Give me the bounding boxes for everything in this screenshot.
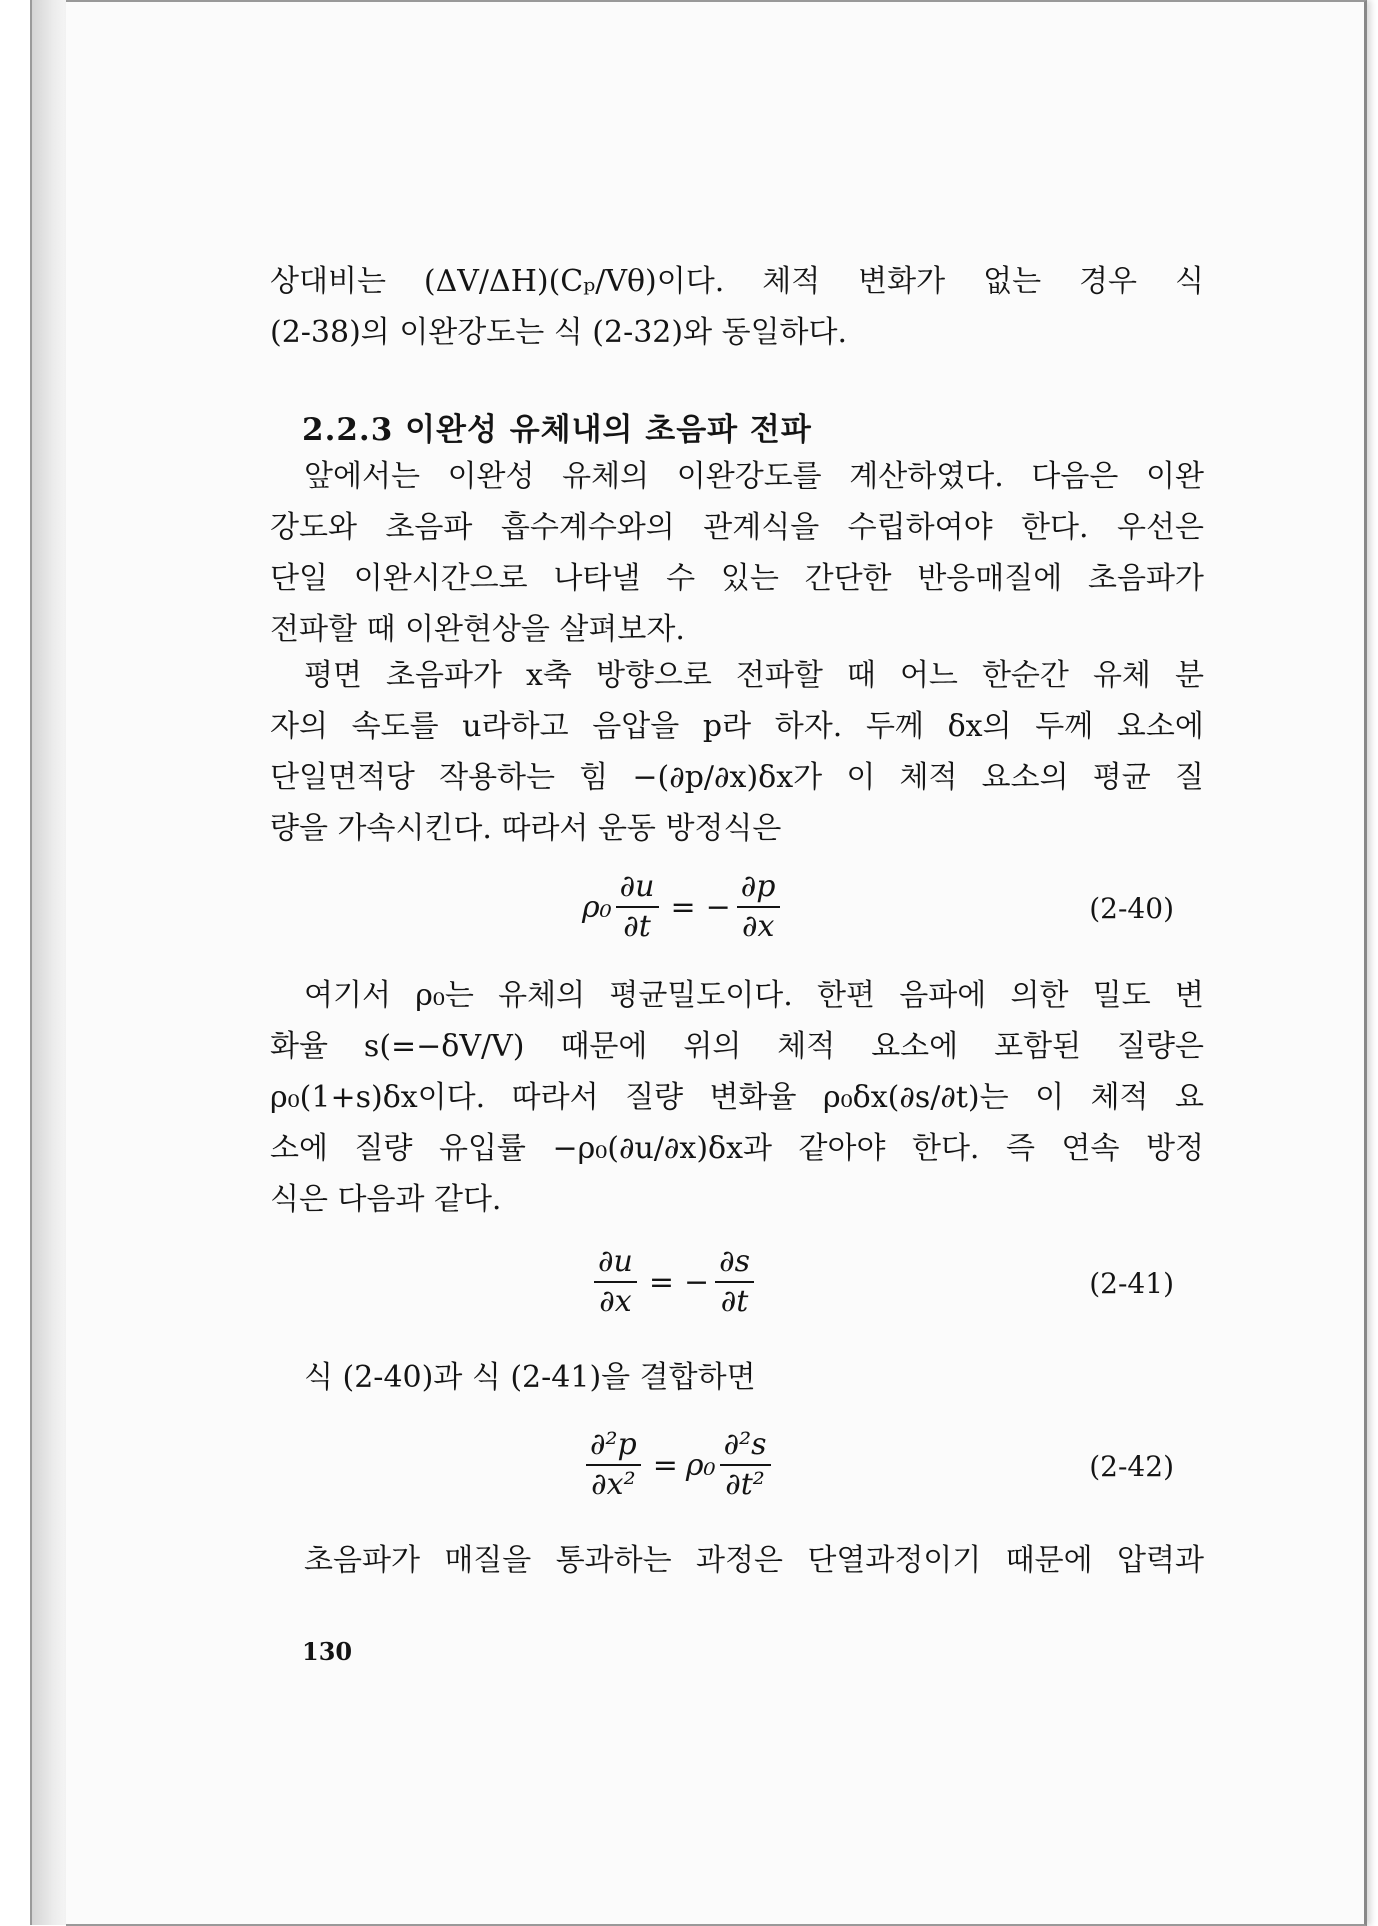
eq-coefficient: ρ₀ (582, 889, 612, 925)
word: 압력과 (1117, 1543, 1204, 1578)
word: 매질을 (444, 1543, 532, 1578)
word: 상대비는 (270, 264, 386, 299)
word: (ΔV/ΔH)(Cₚ/Vθ)이다. (423, 264, 725, 299)
eq-coefficient: ρ₀ (685, 1447, 716, 1483)
word: 초음파가 (304, 1543, 420, 1578)
word: 평균밀도이다. (609, 978, 793, 1013)
word: 단일면적당 (270, 760, 415, 795)
word: 자의 (270, 709, 328, 744)
word: 요소에 (1116, 709, 1204, 744)
eq-denominator: ∂t² (725, 1467, 765, 1502)
word: 유체의 (498, 978, 586, 1013)
word: 없는 (983, 264, 1042, 299)
word: 위의 (683, 1029, 742, 1064)
eq-operator: = (652, 1447, 678, 1483)
word: 경우 (1079, 264, 1137, 299)
eq-numerator: ∂u (594, 1245, 637, 1283)
eq-fraction (720, 1428, 771, 1502)
word: 한다. (911, 1131, 980, 1166)
eq-fraction (616, 870, 659, 944)
eq-sign: − (683, 1264, 710, 1300)
word: 음파에 (899, 978, 987, 1013)
word: 간단한 (804, 561, 892, 596)
eq-denominator: ∂x (599, 1284, 632, 1319)
word: 때문에 (1005, 1543, 1093, 1578)
word: 두께 (865, 709, 924, 744)
eq-denominator: ∂x (741, 909, 775, 944)
word: 요소의 (981, 760, 1069, 795)
word: 식 (1174, 264, 1204, 299)
text-line (270, 451, 1204, 502)
equation-2-41 (270, 1245, 1204, 1325)
book-edge (30, 0, 68, 1925)
paragraph-5 (270, 1352, 1204, 1403)
word: 계산하였다. (849, 459, 1004, 494)
word: 초음파가 (1087, 561, 1204, 596)
word: 질량 (625, 1080, 684, 1115)
word: u라하고 (462, 709, 569, 744)
text-line (270, 1123, 1204, 1174)
text-line (270, 1072, 1204, 1123)
eq-numerator: ∂p (737, 870, 780, 908)
word: 의한 (1010, 978, 1069, 1013)
word: 과정은 (696, 1543, 783, 1578)
eq-fraction (715, 1245, 754, 1319)
word: 단일 (270, 561, 328, 596)
eq-denominator: ∂t (720, 1284, 749, 1319)
word: s(=−δV/V) (363, 1029, 525, 1064)
word: 연속 (1061, 1131, 1120, 1166)
text-line (270, 650, 1204, 701)
word: 앞에서는 (304, 459, 420, 494)
word: 한편 (817, 978, 876, 1013)
word: 요소에 (871, 1029, 959, 1064)
word: 수 (666, 561, 696, 596)
word: 속도를 (351, 709, 439, 744)
word: δx의 (947, 709, 1012, 744)
word: 이완시간으로 (353, 561, 528, 596)
word: 우선은 (1117, 510, 1204, 545)
word: 초음파가 (386, 658, 502, 693)
word: 작용하는 (439, 760, 556, 795)
word: 한순간 (981, 658, 1069, 693)
text-line (270, 256, 1204, 307)
eq-operator: = (648, 1264, 674, 1300)
text-line (270, 701, 1204, 752)
eq-numerator: ∂s (715, 1245, 754, 1283)
word: ρ₀(1+s)δx이다. (270, 1080, 486, 1115)
text-line (270, 502, 1204, 553)
word: 이완성 (447, 459, 535, 494)
word: 분 (1174, 658, 1204, 693)
eq-fraction (737, 870, 780, 944)
paragraph-3 (270, 650, 1204, 854)
text-line (270, 553, 1204, 604)
word: 반응매질에 (917, 561, 1063, 596)
equation-2-42 (270, 1428, 1204, 1508)
word: 여기서 (304, 978, 391, 1013)
word: 같아야 (798, 1131, 886, 1166)
word: 평면 (304, 658, 362, 693)
word: 체적 (777, 1029, 836, 1064)
word: 초음파 (385, 510, 473, 545)
paragraph-1 (270, 256, 1204, 358)
text-line: 식은 다음과 같다. (270, 1182, 502, 1217)
word: 체적 (1090, 1080, 1149, 1115)
word: 이 (846, 760, 876, 795)
word: 질량 (354, 1131, 413, 1166)
word: 때 (846, 658, 876, 693)
word: 때문에 (560, 1029, 648, 1064)
paragraph-4 (270, 970, 1204, 1225)
word: 통과하는 (555, 1543, 672, 1578)
word: 따라서 (511, 1080, 599, 1115)
eq-numerator: ∂u (616, 870, 659, 908)
word: −(∂p/∂x)δx가 (632, 760, 823, 795)
text-line (270, 1021, 1204, 1072)
word: 유입률 (438, 1131, 526, 1166)
word: 화율 (270, 1029, 328, 1064)
word: ρ₀δx(∂s/∂t)는 (822, 1080, 1009, 1115)
text-line: 식 (2-40)과 식 (2-41)을 결합하면 (304, 1360, 756, 1395)
text-line: 량을 가속시킨다. 따라서 운동 방정식은 (270, 811, 782, 846)
word: 음압을 (592, 709, 680, 744)
text-line (270, 1535, 1204, 1586)
word: 두께 (1035, 709, 1094, 744)
equation-number: (2-41) (1089, 1267, 1174, 1300)
paragraph-2 (270, 451, 1204, 655)
word: −ρ₀(∂u/∂x)δx과 (552, 1131, 772, 1166)
eq-sign: − (705, 889, 731, 925)
word: 질 (1174, 760, 1204, 795)
word: 체적 (899, 760, 958, 795)
word: p라 (702, 709, 752, 744)
word: 한다. (1021, 510, 1089, 545)
eq-numerator: ∂²p (586, 1428, 641, 1466)
word: 전파할 (735, 658, 823, 693)
word: 유체 (1092, 658, 1151, 693)
word: 이완 (1145, 459, 1204, 494)
word: 나타낼 (553, 561, 641, 596)
word: 변 (1174, 978, 1204, 1013)
word: 하자. (774, 709, 843, 744)
word: 변화가 (858, 264, 946, 299)
eq-fraction (594, 1245, 637, 1319)
section-heading: 2.2.3 이완성 유체내의 초음파 전파 (302, 412, 812, 448)
word: 있는 (720, 561, 779, 596)
word: 변화율 (709, 1080, 797, 1115)
text-line (270, 970, 1204, 1021)
word: 평균 (1092, 760, 1151, 795)
word: 포함된 (994, 1029, 1082, 1064)
word: 이 (1035, 1080, 1065, 1115)
eq-denominator: ∂t (623, 909, 651, 944)
word: 체적 (762, 264, 821, 299)
eq-numerator: ∂²s (720, 1428, 771, 1466)
equation-number: (2-40) (1089, 892, 1174, 925)
word: 이완강도를 (676, 459, 822, 494)
word: 관계식을 (703, 510, 820, 545)
word: 어느 (899, 658, 958, 693)
word: 다음은 (1031, 459, 1119, 494)
text-line: 전파할 때 이완현상을 살펴보자. (270, 612, 685, 647)
page-number: 130 (302, 1637, 353, 1666)
word: 방정 (1145, 1131, 1204, 1166)
eq-denominator: ∂x² (591, 1467, 636, 1502)
eq-operator: = (670, 889, 696, 925)
word: 흡수계수와의 (500, 510, 675, 545)
word: 유체의 (562, 459, 650, 494)
word: 요 (1175, 1080, 1204, 1115)
text-line: (2-38)의 이완강도는 식 (2-32)와 동일하다. (270, 315, 848, 350)
word: 단열과정이기 (807, 1543, 982, 1578)
equation-2-40 (270, 870, 1204, 950)
eq-fraction (586, 1428, 641, 1502)
equation-number: (2-42) (1089, 1450, 1174, 1483)
word: 수립하여야 (847, 510, 993, 545)
word: 즉 (1005, 1131, 1035, 1166)
word: 방향으로 (595, 658, 712, 693)
word: ρ₀는 (415, 978, 474, 1013)
word: 질량은 (1117, 1029, 1204, 1064)
paragraph-6 (270, 1535, 1204, 1586)
word: 힘 (579, 760, 609, 795)
text-line (270, 752, 1204, 803)
word: 소에 (270, 1131, 328, 1166)
word: 밀도 (1092, 978, 1151, 1013)
word: 강도와 (270, 510, 357, 545)
word: x축 (525, 658, 572, 693)
